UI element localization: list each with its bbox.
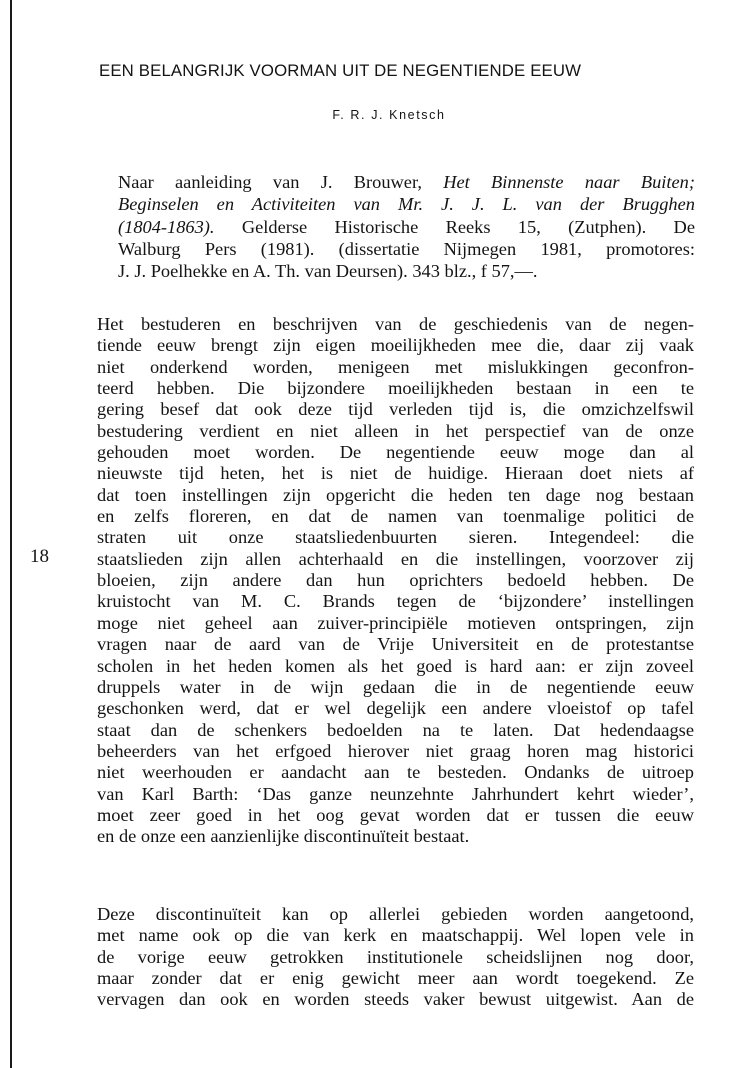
text-line: staat dan de schenkers bedoelden na te laten. Dat hedendaagse: [97, 719, 694, 740]
reference-line: J. J. Poelhekke en A. Th. van Deursen). 343 blz., f 57,—.: [118, 261, 538, 282]
reference-line: Beginselen en Activiteiten van Mr. J. J. L. van der Brugghen: [118, 194, 695, 215]
scan-edge-rule: [10, 0, 12, 1068]
text-line: gehouden moet worden. De negentiende eeuw moge dan al: [97, 442, 694, 463]
text-line: moet zeer goed in het oog gevat worden dat er tussen die eeuw: [97, 804, 694, 825]
text-line: teerd hebben. Die bijzondere moeilijkheden bestaan in een te: [97, 378, 694, 399]
text-line: geschonken werd, dat er wel degelijk een andere vloeistof op tafel: [97, 698, 694, 719]
page-number: 18: [30, 546, 49, 567]
text-line: tiende eeuw brengt zijn eigen moeilijkheden mee die, daar zij vaak: [97, 335, 694, 356]
text-line: met name ook op die van kerk en maatschappij. Wel lopen vele in: [97, 925, 694, 946]
text-line: staatslieden zijn allen achterhaald en die instellingen, voorzover zij: [97, 548, 694, 569]
text-line: en de onze een aanzienlijke discontinuïteit bestaat.: [97, 826, 470, 847]
text-line: Deze discontinuïteit kan op allerlei gebieden worden aangetoond,: [97, 904, 694, 924]
reference-line: Naar aanleiding van J. Brouwer, Het Binnenste naar Buiten;: [118, 172, 695, 192]
text-line: vervagen dan ook en worden steeds vaker bewust uitgewist. Aan de: [97, 989, 694, 1010]
text-line: maar zonder dat er enig gewicht meer aan wordt toegekend. Ze: [97, 968, 694, 989]
paragraph-2: [97, 904, 694, 1011]
text-line: nieuwste tijd heten, het is niet de huidige. Hieraan doet niets af: [97, 463, 694, 484]
text-line: scholen in het heden komen als het goed is hard aan: er zijn zoveel: [97, 655, 694, 676]
text-line: bloeien, zijn andere dan hun oprichters bedoeld hebben. De: [97, 570, 694, 591]
paragraph-1: [97, 314, 694, 848]
text-line: van Karl Barth: ‘Das ganze neunzehnte Jahrhundert kehrt wieder’,: [97, 783, 694, 804]
text-line: moge niet geheel aan zuiver-principiële motieven ontspringen, zijn: [97, 612, 694, 633]
text-line: vragen naar de aard van de Vrije Universiteit en de protestantse: [97, 634, 694, 655]
text-line: niet onderkend worden, menigeen met mislukkingen geconfron-: [97, 356, 694, 377]
text-line: niet weerhouden er aandacht aan te besteden. Ondanks de uitroep: [97, 762, 694, 783]
book-reference: [118, 171, 695, 282]
article-title: EEN BELANGRIJK VOORMAN UIT DE NEGENTIENDE EEUW: [99, 61, 582, 80]
text-line: dat toen instellingen zijn opgericht die heden ten dage nog bestaan: [97, 484, 694, 505]
text-line: bestudering verdient en niet alleen in het perspectief van de onze: [97, 420, 694, 441]
text-line: gering besef dat ook deze tijd verleden tijd is, die omzichzelfswil: [97, 399, 694, 420]
reference-line: Walburg Pers (1981). (dissertatie Nijmegen 1981, promotores:: [118, 238, 695, 259]
text-line: kruistocht van M. C. Brands tegen de ‘bijzondere’ instellingen: [97, 591, 694, 612]
article-author: F. R. J. Knetsch: [332, 108, 446, 122]
text-line: straten uit onze staatsliedenbuurten sieren. Integendeel: die: [97, 527, 694, 548]
text-line: Het bestuderen en beschrijven van de geschiedenis van de negen-: [97, 314, 694, 334]
text-line: druppels water in de wijn gedaan die in de negentiende eeuw: [97, 676, 694, 697]
text-line: de vorige eeuw getrokken institutionele scheidslijnen nog door,: [97, 946, 694, 967]
reference-line: (1804-1863). Gelderse Historische Reeks 15, (Zutphen). De: [118, 216, 695, 237]
text-line: beheerders van het erfgoed hierover niet graag horen mag historici: [97, 740, 694, 761]
text-line: en zelfs floreren, en dat de namen van toenmalige politici de: [97, 506, 694, 527]
